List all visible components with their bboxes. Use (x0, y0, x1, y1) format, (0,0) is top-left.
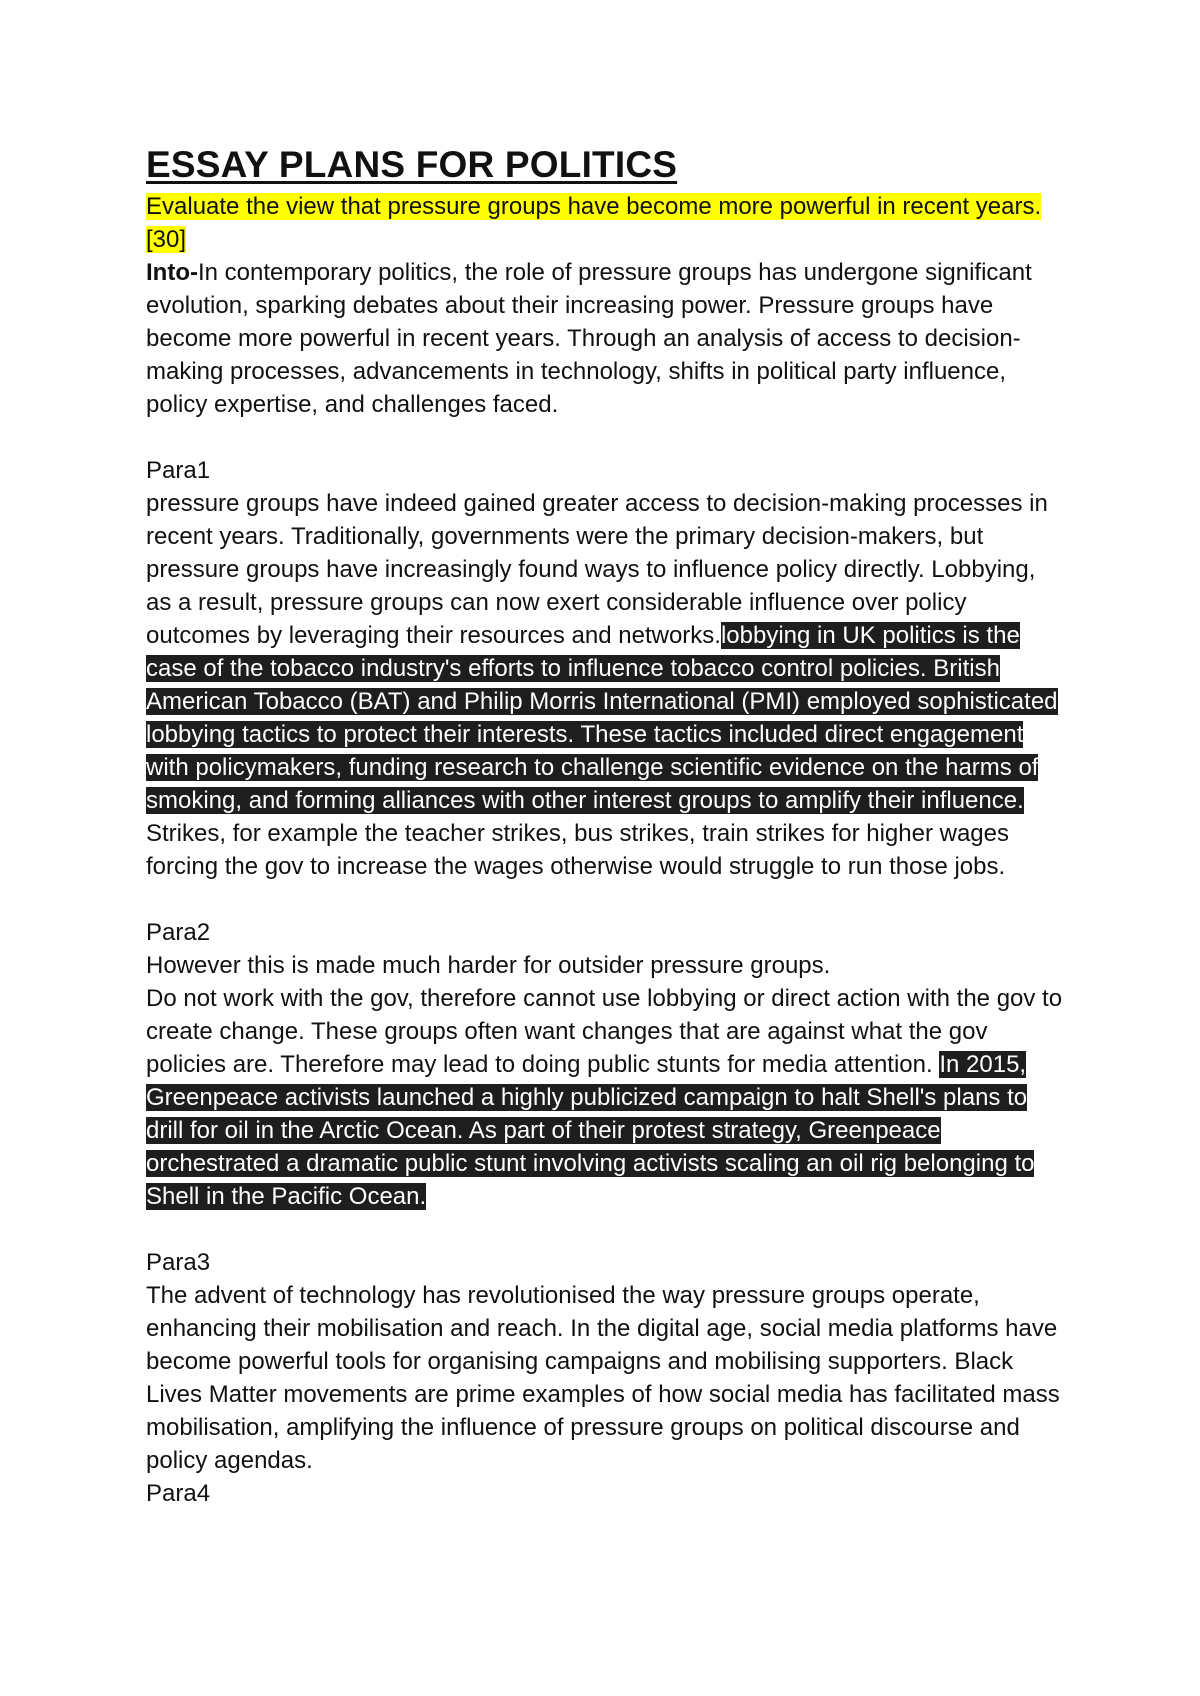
para2-label: Para2 (146, 919, 211, 946)
intro-label: Into- (146, 259, 198, 286)
intro-paragraph (146, 256, 1066, 421)
document-body (146, 142, 1066, 1510)
para1-highlighted-example: lobbying in UK politics is the case of the tobacco industry's efforts to influence tobacco control policies. British American Tobacco (BAT) and Philip Morris International (PMI) employed sophisticated lobbying tactics to protect their interests. These tactics included direct engagement with policymakers, funding research to challenge scientific evidence on the harms of smoking, and forming alliances with other interest groups to amplify their influence. (146, 622, 1058, 814)
para2-paragraph (146, 982, 1066, 1213)
spacer (146, 421, 1066, 454)
essay-question-text: Evaluate the view that pressure groups have become more powerful in recent years. [30] (146, 193, 1042, 253)
spacer (146, 1213, 1066, 1246)
para1-paragraph (146, 487, 1066, 817)
para2-first-line: However this is made much harder for outsider pressure groups. (146, 952, 831, 979)
para4-label: Para4 (146, 1480, 211, 1507)
spacer (146, 883, 1066, 916)
para2-text: Do not work with the gov, therefore cannot use lobbying or direct action with the gov to create change. These groups often want changes that are against what the gov policies are. Therefore may lead to doing public stunts for media attention. (146, 985, 1063, 1078)
para3-label: Para3 (146, 1249, 211, 1276)
para3-text: The advent of technology has revolutionised the way pressure groups operate, enhancing their mobilisation and reach. In the digital age, social media platforms have become powerful tools for organising campaigns and mobilising supporters. Black Lives Matter movements are prime examples of how social media has facilitated mass mobilisation, amplifying the influence of pressure groups on political discourse and policy agendas. (146, 1282, 1060, 1474)
para1-after-text: Strikes, for example the teacher strikes, bus strikes, train strikes for higher wages forcing the gov to increase the wages otherwise would struggle to run those jobs. (146, 820, 1010, 880)
intro-text: In contemporary politics, the role of pressure groups has undergone significant evolution, sparking debates about their increasing power. Pressure groups have become more powerful in recent years. Through an analysis of access to decision-making processes, advancements in technology, shifts in political party influence, policy expertise, and challenges faced. (146, 259, 1032, 418)
page-title: ESSAY PLANS FOR POLITICS (146, 144, 678, 185)
para1-text: pressure groups have indeed gained greater access to decision-making processes in recent years. Traditionally, governments were the primary decision-makers, but pressure groups have increasingly found ways to influence policy directly. Lobbying, as a result, pressure groups can now exert considerable influence over policy outcomes by leveraging their resources and networks. (146, 490, 1048, 649)
essay-question (146, 190, 1066, 256)
para1-label: Para1 (146, 457, 211, 484)
para2-highlighted-example: In 2015, Greenpeace activists launched a highly publicized campaign to halt Shell's plans to drill for oil in the Arctic Ocean. As part of their protest strategy, Greenpeace orchestrated a dramatic public stunt involving activists scaling an oil rig belonging to Shell in the Pacific Ocean. (146, 1051, 1035, 1210)
